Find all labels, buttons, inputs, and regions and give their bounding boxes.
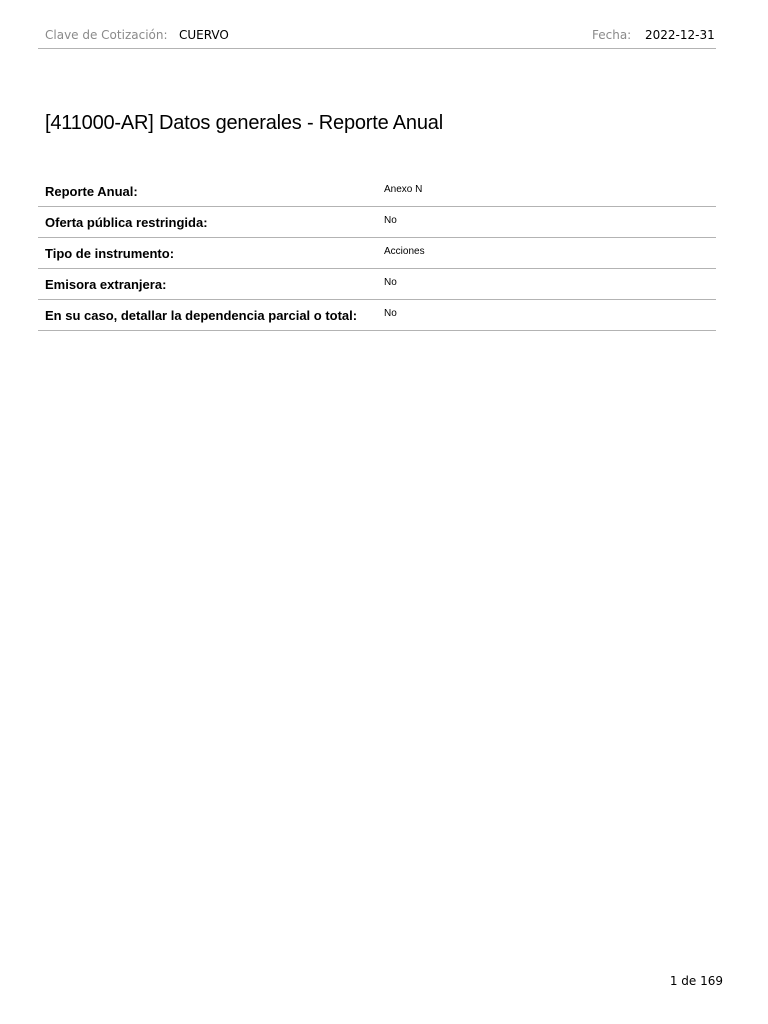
row-value: No — [384, 215, 397, 226]
fecha-label: Fecha: — [592, 28, 632, 42]
clave-value: CUERVO — [179, 28, 229, 42]
page-number: 1 de 169 — [669, 974, 723, 988]
row-value: Anexo N — [384, 184, 423, 195]
fecha-value: 2022-12-31 — [645, 28, 715, 42]
table-row — [38, 238, 716, 269]
row-label: Tipo de instrumento: — [45, 246, 175, 261]
page-header — [38, 0, 716, 49]
row-value: No — [384, 308, 397, 319]
general-data-table — [38, 176, 716, 331]
row-label: En su caso, detallar la dependencia parcial o total: — [45, 308, 358, 323]
table-row — [38, 176, 716, 207]
row-label: Oferta pública restringida: — [45, 215, 208, 230]
row-label: Reporte Anual: — [45, 184, 138, 199]
row-value: No — [384, 277, 397, 288]
table-row — [38, 207, 716, 238]
page-title: [411000-AR] Datos generales - Reporte Anual — [45, 112, 443, 134]
clave-label: Clave de Cotización: — [45, 28, 168, 42]
row-label: Emisora extranjera: — [45, 277, 167, 292]
table-row — [38, 300, 716, 331]
row-value: Acciones — [384, 246, 425, 257]
table-row — [38, 269, 716, 300]
